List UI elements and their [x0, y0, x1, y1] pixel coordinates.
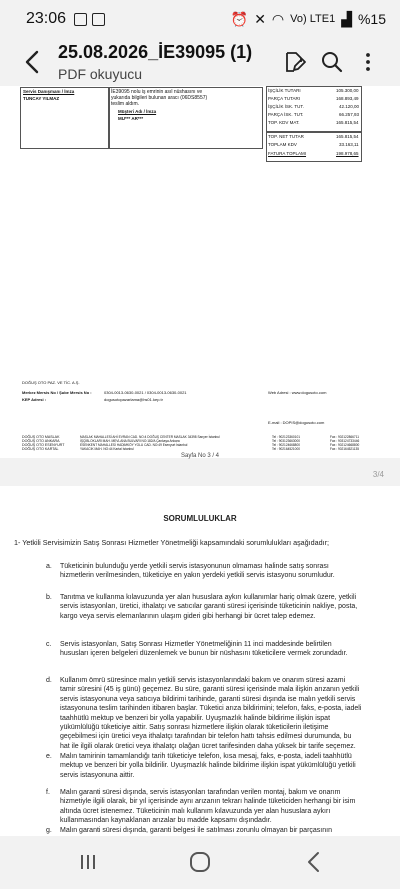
customer-name: MU*** AR*** [118, 116, 144, 121]
footer-fax: Fax : 902122866711 [330, 435, 360, 439]
total-value: 165.815,54 [336, 134, 359, 139]
chevron-left-icon[interactable] [20, 48, 46, 76]
edit-document-icon[interactable] [282, 50, 306, 74]
footer-kep-label: KEP Adresi : [22, 397, 47, 402]
total-label: İŞÇİLİK İSK. TUT. [268, 104, 304, 109]
list-item [46, 788, 362, 826]
customer-label: Müşteri Adı / İmza [118, 109, 157, 114]
footer-address: MASLAK MAHALLESİ AHİ EVRAN CAD. NO:4 DOĞUŞ CENTER MASLAK 34398 Sarıyer İstanbul [80, 435, 220, 439]
pdf-page-4 [0, 486, 400, 836]
section-heading: SORUMLULUKLAR [163, 514, 237, 523]
list-item [46, 640, 362, 659]
more-vertical-icon[interactable] [356, 50, 380, 74]
invoice-total-value: 198.978,65 [336, 151, 359, 156]
intro-paragraph: 1- Yetkili Servisimizin Satış Sonrası Hizmetler Yönetmeliği kapsamındaki sorumlulukları aşağıdadır; [14, 538, 330, 547]
total-label: TOP. NET TUTAR [268, 134, 304, 139]
list-item-label: b. [46, 594, 52, 601]
list-item-text: Tüketicinin bulunduğu yerde yetkili servis istasyonunun olmaması halinde satış sonrası hizmetlerin verilmesinden, tüketiciye en yakın yerdeki yetkili servis istasyonu sorumludur. [60, 563, 335, 580]
list-item-text: Malın garanti süresi dışında, garanti belgesi ile satılması zorunlu olmayan bir parçasının [60, 827, 332, 834]
total-label: İŞÇİLİK TUTARI [268, 88, 301, 93]
list-item-label: e. [46, 753, 52, 760]
invoice-total-label: FATURA TOPLAMI [268, 151, 307, 156]
total-label: PARÇA İSK. TUT. [268, 112, 304, 117]
footer-branch: DOĞUŞ OTO ESENYURT [22, 443, 65, 447]
alarm-icon: ⏰ [230, 10, 249, 27]
document-title: 25.08.2026_İE39095 (1) [58, 42, 253, 62]
footer-address: YAKACIK MAH. NO:44 Kartal İstanbul [80, 447, 134, 451]
footer-kep-value: dogusotopazarlama@hs01.kep.tr [104, 397, 163, 402]
list-item-text: Tanıtma ve kullanma kılavuzunda yer alan hususlara aykırı kullanımlar hariç olmak üzere, yetkili servis istasyonları, üretici, ithalatçı ve satıcılar garanti süresi içerisinde tüketicinin nakliye, posta, kargo veya servis elemanlarının ulaşım gideri gibi herhangi bir ücret talep edemez. [60, 594, 358, 620]
receipt-line-1: İE39095 nolu iş emrinin asıl nüshasını ve [111, 89, 203, 95]
total-value: 33.163,11 [339, 142, 359, 147]
list-item-label: c. [46, 641, 52, 648]
advisor-label: Servis Danışmanı / İmza [23, 89, 75, 94]
total-label: TOP. KDV MAT. [268, 120, 300, 125]
list-item [46, 593, 362, 621]
footer-address: İŞÇİBLOKLARI MAH. MEVLANA BULVARI NO:182/A Çankaya Ankara [80, 439, 180, 443]
list-item-label: a. [46, 563, 52, 570]
list-item-text: Servis istasyonları, Satış Sonrası Hizmetler Yönetmeliğinin 11 inci maddesinde belirtilen hususları içeren belgeleri düzenlemek ve bunun bir nüshasını tüketicilere vermek zorundadır. [60, 641, 348, 658]
receipt-line-2: yukarıda bilgileri bulunan aracı (06DS8557) [111, 95, 208, 101]
list-item-label: f. [46, 789, 50, 796]
total-label: PARÇA TUTARI [268, 96, 301, 101]
mute-icon: ✕ [254, 10, 266, 27]
list-item [46, 752, 362, 780]
total-value: 165.815,54 [336, 120, 359, 125]
home-icon[interactable] [188, 850, 212, 874]
total-label: TOPLAM KDV [268, 142, 297, 147]
gallery-notification-icon [92, 13, 105, 26]
search-icon[interactable] [320, 50, 344, 74]
list-item-label: d. [46, 677, 52, 684]
recent-apps-icon[interactable] [78, 852, 98, 872]
total-value: 168.893,49 [336, 96, 359, 101]
notification-icon [74, 13, 87, 26]
list-item-text: Kullanım ömrü süresince malın yetkili servis istasyonlarındaki bakım ve onarım süresi azami tamir süresini (45 iş günü) geçemez. Bu süre, garanti süresi içerisinde mala ilişkin arızanın yetkili servis istasyonuna veya satıcıya bildirimi tarihinde, garanti süresi dışında ise malın yetkili servis istasyonuna teslim tarihinden itibaren başlar. Tüketici arıza bildirimini; telefon, faks, e-posta, iadeli taahhütlü mektup ve benzeri bir yolla yapabilir. Uyuşmazlık halinde bildirime ilişkin ispat yükümlülüğü tüketiciye aittir. Satış sonrası hizmetlere ilişkin olarak tüketicilerin iletişime geçebilmesi için üretici veya ithalatçı tarafından bir telefon hattı tahsis edilmesi durumunda, bu hat ile ilgili olarak üretici veya ithalatçı olağan ücret tarifesinden daha yüksek bir tarife seçemez. [60, 677, 362, 750]
page-indicator: 3/4 [372, 470, 384, 479]
footer-tel: Tel : 902164521000 [272, 447, 301, 451]
status-time: 23:06 [26, 10, 67, 27]
list-item-text: Malın garanti süresi dışında, servis istasyonları tarafından verilen montaj, bakım ve onarım hizmetiyle ilgili olarak, bir yıl içerisinde aynı arızanın tekrarı halinde tüketiciden herhangi bir isim altında ücret istenemez. Tüketicinin malı kullanım kılavuzunda yer alan hususlara aykırı kullanmasından kaynaklanan arızalar bu madde kapsamı dışındadır. [60, 789, 356, 825]
footer-tel: Tel : 903123663000 [272, 439, 301, 443]
list-item [46, 676, 362, 751]
app-bar [0, 38, 400, 86]
footer-fax: Fax : 902164521135 [330, 447, 360, 451]
signal-icon: ▟ [341, 10, 352, 27]
footer-mersis-label: Merkez Mersis No / Şube Mersis No : [22, 390, 92, 395]
receipt-line-3: teslim aldım. [111, 101, 140, 107]
wifi-icon: ◠ [271, 10, 285, 27]
footer-email: E-mail : DOPIS@dogusoto.com [268, 420, 325, 425]
footer-company: DOĞUŞ OTO PAZ. VE TİC. A.Ş. [22, 380, 80, 385]
footer-fax: Fax : 903124733446 [330, 439, 360, 443]
total-value: 66.257,93 [339, 112, 360, 117]
pdf-page-3 [0, 86, 400, 458]
footer-mersis-value: 0304-0013-0630-0021 / 0304-0013-0630-0021 [104, 390, 187, 395]
footer-tel: Tel : 902123360101 [272, 435, 301, 439]
network-label: Vo) LTE1 [290, 13, 336, 25]
footer-branch: DOĞUŞ OTO ANKARA [22, 439, 60, 443]
footer-tel: Tel : 902124668800 [272, 443, 301, 447]
total-value: 42.120,00 [339, 104, 360, 109]
footer-address: ESENKENT MAHALLESİ HADIMKÖY YOLU CAD. NO:49 Esenyurt İstanbul [80, 443, 188, 447]
status-bar [0, 0, 400, 38]
footer-branch: DOĞUŞ OTO MASLAK [22, 435, 60, 439]
advisor-name: TUNCAY YILMAZ [23, 96, 60, 101]
footer-web: Web Adresi : www.dogusoto.com [268, 390, 327, 395]
total-value: 105.300,00 [336, 88, 359, 93]
list-item-label: g. [46, 827, 52, 834]
list-item [46, 562, 362, 581]
footer-branch: DOĞUŞ OTO KARTAL [22, 447, 59, 451]
battery-level: %15 [357, 11, 386, 27]
list-item-text: Malın tamirinin tamamlandığı tarih tüketiciye telefon, kısa mesaj, faks, e-posta, iadeli taahhütlü mektup ve benzeri bir yolla bildirilir. Uyuşmazlık halinde bildirime ilişkin ispat yükümlülüğü yetkili servis istasyonuna aittir. [60, 753, 356, 779]
page-number-label: Sayfa No 3 / 4 [180, 453, 220, 459]
system-nav-bar [0, 836, 400, 889]
list-item [46, 826, 362, 835]
back-nav-icon[interactable] [304, 850, 324, 874]
footer-fax: Fax : 902124668800 [330, 443, 360, 447]
app-subtitle: PDF okuyucu [58, 66, 143, 82]
